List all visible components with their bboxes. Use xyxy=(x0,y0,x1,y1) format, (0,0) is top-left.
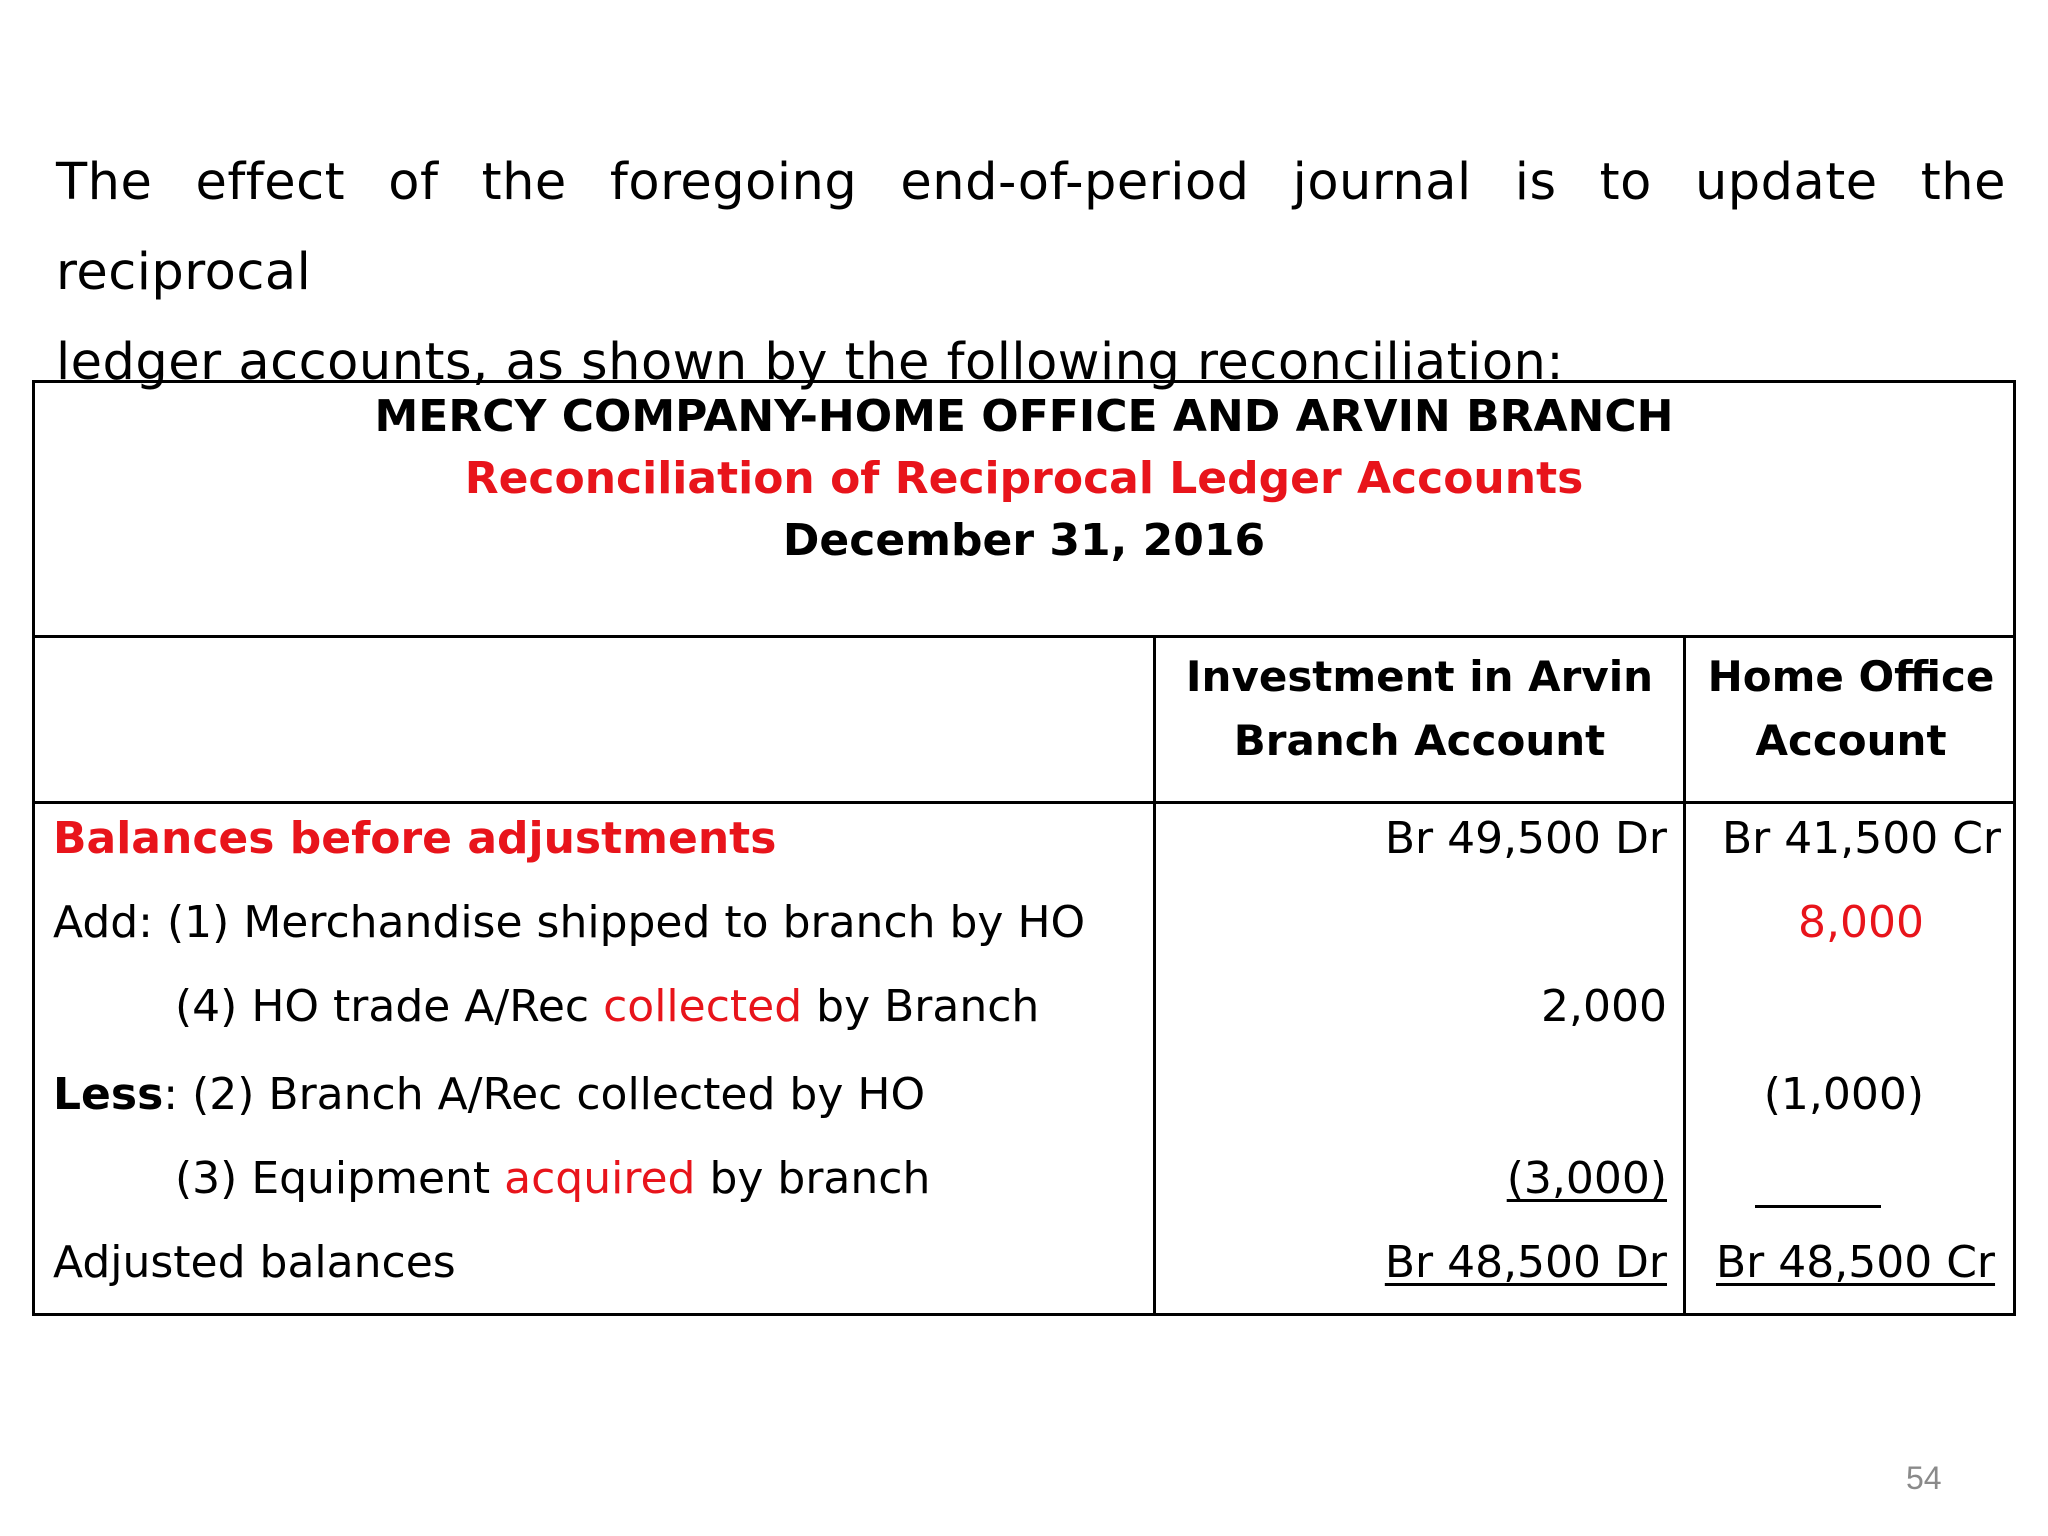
intro-line-1: The effect of the foregoing end-of-period journal is to update the reciprocal xyxy=(56,153,2006,302)
column-header-home-office xyxy=(1686,645,2016,773)
home-office-blank-underline xyxy=(1755,1205,1881,1208)
table-row-less-2 xyxy=(35,1063,2013,1147)
column-header-home-office-line2: Account xyxy=(1755,716,1947,765)
investment-value: 2,000 xyxy=(1541,981,1667,1032)
less-prefix: Less xyxy=(53,1069,164,1120)
row-label xyxy=(53,1069,925,1120)
less-2-text: : (2) Branch A/Rec collected by HO xyxy=(163,1069,926,1120)
table-row-balances xyxy=(35,807,2013,891)
row-label: Balances before adjustments xyxy=(53,813,777,864)
table-row-adjusted xyxy=(35,1231,2013,1315)
add-1-text: (1) Merchandise shipped to branch by HO xyxy=(167,897,1086,948)
table-row-less-3 xyxy=(35,1147,2013,1231)
less-3-highlight: acquired xyxy=(504,1153,696,1204)
column-header-investment-line2: Branch Account xyxy=(1233,716,1606,765)
row-label xyxy=(53,897,1085,948)
column-header-divider xyxy=(35,801,2013,804)
column-header-investment xyxy=(1156,645,1683,773)
home-office-value: (1,000) xyxy=(1763,1069,1924,1120)
table-row-add-1 xyxy=(35,891,2013,975)
home-office-value: Br 48,500 Cr xyxy=(1716,1237,1996,1288)
column-header-investment-line1: Investment in Arvin xyxy=(1185,652,1654,701)
intro-line-2: ledger accounts, as shown by the following reconciliation: xyxy=(56,333,1565,392)
statement-title: Reconciliation of Reciprocal Ledger Accounts xyxy=(464,453,1584,504)
row-label xyxy=(175,981,1039,1032)
row-label xyxy=(175,1153,930,1204)
column-header-home-office-line1: Home Office xyxy=(1707,652,1995,701)
home-office-value: 8,000 xyxy=(1798,897,1924,948)
home-office-value: Br 41,500 Cr xyxy=(1722,813,2002,864)
table-header xyxy=(35,383,2013,638)
add-4-highlight: collected xyxy=(603,981,803,1032)
page-number: 54 xyxy=(1906,1460,1942,1496)
add-4-text-b: by Branch xyxy=(802,981,1040,1032)
table-row-add-4 xyxy=(35,975,2013,1059)
statement-date: December 31, 2016 xyxy=(782,515,1266,566)
reconciliation-table xyxy=(32,380,2016,1316)
less-3-text-b: by branch xyxy=(695,1153,931,1204)
intro-paragraph xyxy=(56,138,2006,408)
investment-value: Br 49,500 Dr xyxy=(1384,813,1667,864)
company-name: MERCY COMPANY-HOME OFFICE AND ARVIN BRANCH xyxy=(374,391,1674,442)
less-3-text-a: (3) Equipment xyxy=(175,1153,505,1204)
add-4-text-a: (4) HO trade A/Rec xyxy=(175,981,604,1032)
investment-value: Br 48,500 Dr xyxy=(1384,1237,1667,1288)
add-prefix: Add: xyxy=(53,897,167,948)
investment-value: (3,000) xyxy=(1506,1153,1667,1204)
row-label: Adjusted balances xyxy=(53,1237,456,1288)
